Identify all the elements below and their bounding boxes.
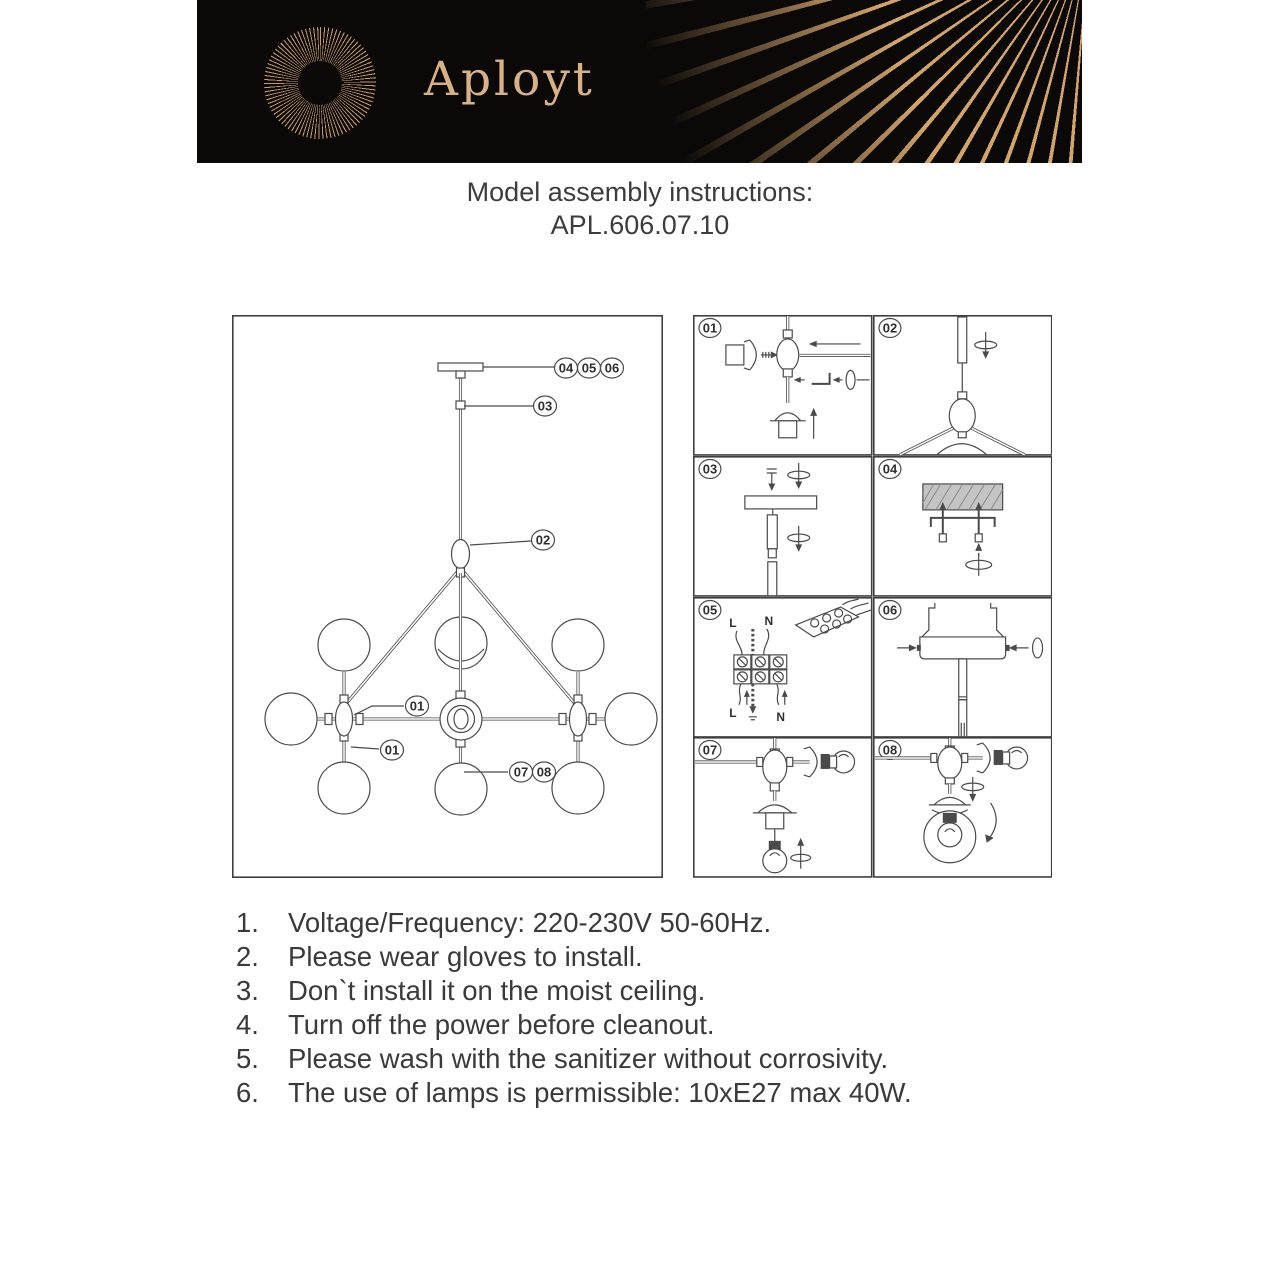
live-wire-label: L [729, 615, 737, 630]
panel-label: 03 [702, 461, 718, 477]
left-arm-hub [336, 702, 353, 736]
panel-label: 01 [702, 320, 718, 336]
callout-01b [381, 740, 404, 760]
chandelier-diagram [232, 315, 663, 878]
glass-globe [552, 762, 604, 814]
callout-02 [532, 530, 555, 550]
panel-01 [693, 315, 873, 456]
panel-label: 07 [702, 742, 718, 758]
ceiling-plate [438, 363, 483, 371]
right-arm-hub [570, 702, 587, 736]
neutral-wire-label: N [764, 613, 774, 628]
canopy-flange [919, 636, 1005, 658]
panel-label: 04 [882, 461, 897, 477]
instructions-list [236, 906, 912, 1110]
callout-01a [406, 696, 429, 716]
item-text: Turn off the power before cleanout. [288, 1009, 715, 1040]
panel-06 [873, 597, 1053, 738]
svg-text:05: 05 [581, 360, 597, 376]
item-text: Don`t install it on the moist ceiling. [288, 975, 706, 1006]
panel-07 [693, 737, 873, 878]
panel-label: 06 [882, 601, 897, 617]
glass-globe [605, 693, 657, 745]
panel-04 [873, 456, 1053, 597]
canopy-body [921, 602, 1003, 636]
terminal-block-3d [796, 598, 872, 636]
callout-07 [510, 762, 533, 782]
instructions-title: Model assembly instructions: [466, 177, 814, 207]
light-bulb-icon [937, 823, 961, 847]
svg-text:06: 06 [604, 360, 620, 376]
mounting-bracket [930, 518, 994, 527]
lamp-shade [933, 798, 965, 805]
step-grid [693, 315, 1052, 878]
instruction-item [236, 974, 912, 1008]
item-number: 6. [236, 1077, 259, 1108]
callout-06 [601, 358, 624, 378]
instruction-item [236, 1076, 912, 1110]
item-number: 2. [236, 941, 259, 972]
panel-label: 05 [702, 601, 718, 617]
model-number: APL.606.07.10 [550, 210, 730, 240]
svg-text:01: 01 [409, 698, 425, 714]
panel-05 [693, 597, 873, 738]
canopy-plate [745, 496, 817, 509]
item-number: 3. [236, 975, 259, 1006]
screw-icon [767, 469, 777, 473]
ceiling-section [922, 484, 1002, 510]
sunburst-logo-icon [264, 27, 376, 139]
glass-globe [318, 619, 370, 671]
center-top-hub [452, 540, 470, 569]
brand-wordmark: Aployt [424, 52, 595, 107]
item-text: The use of lamps is permissible: 10xE27 max 40W. [288, 1077, 912, 1108]
item-text: Please wash with the sanitizer without corrosivity. [288, 1043, 889, 1074]
item-number: 5. [236, 1043, 259, 1074]
callout-08 [533, 762, 556, 782]
glass-globe [435, 763, 487, 815]
item-number: 4. [236, 1009, 259, 1040]
terminal-block [734, 654, 787, 683]
neutral-wire-label: N [776, 709, 786, 724]
panel-label: 08 [882, 742, 897, 758]
panel-02 [873, 315, 1053, 456]
instruction-item [236, 906, 912, 940]
allen-key-icon [812, 373, 830, 384]
title-block [0, 176, 1280, 242]
svg-text:03: 03 [537, 398, 553, 414]
item-text: Please wear gloves to install. [288, 941, 643, 972]
callout-05 [578, 358, 601, 378]
corner-rays-decoration [646, 0, 1082, 163]
instruction-item [236, 1008, 912, 1042]
panel-03 [693, 456, 873, 597]
svg-text:01: 01 [384, 742, 400, 758]
glass-globe [552, 619, 604, 671]
rotate-curved-arrow-icon [988, 803, 996, 839]
svg-text:07: 07 [513, 764, 529, 780]
instruction-item [236, 1042, 912, 1076]
brand-banner [197, 0, 1082, 163]
item-text: Voltage/Frequency: 220-230V 50-60Hz. [288, 907, 772, 938]
live-wire-label: L [729, 705, 737, 720]
glass-globe [265, 693, 317, 745]
instruction-item [236, 940, 912, 974]
glass-globe [318, 762, 370, 814]
callout-03 [534, 396, 557, 416]
svg-text:08: 08 [536, 764, 552, 780]
svg-text:04: 04 [558, 360, 574, 376]
callout-04 [555, 358, 578, 378]
panel-08 [873, 737, 1053, 878]
lamp-shade [758, 805, 792, 813]
svg-text:02: 02 [535, 532, 551, 548]
item-number: 1. [236, 907, 259, 938]
panel-label: 02 [882, 320, 897, 336]
